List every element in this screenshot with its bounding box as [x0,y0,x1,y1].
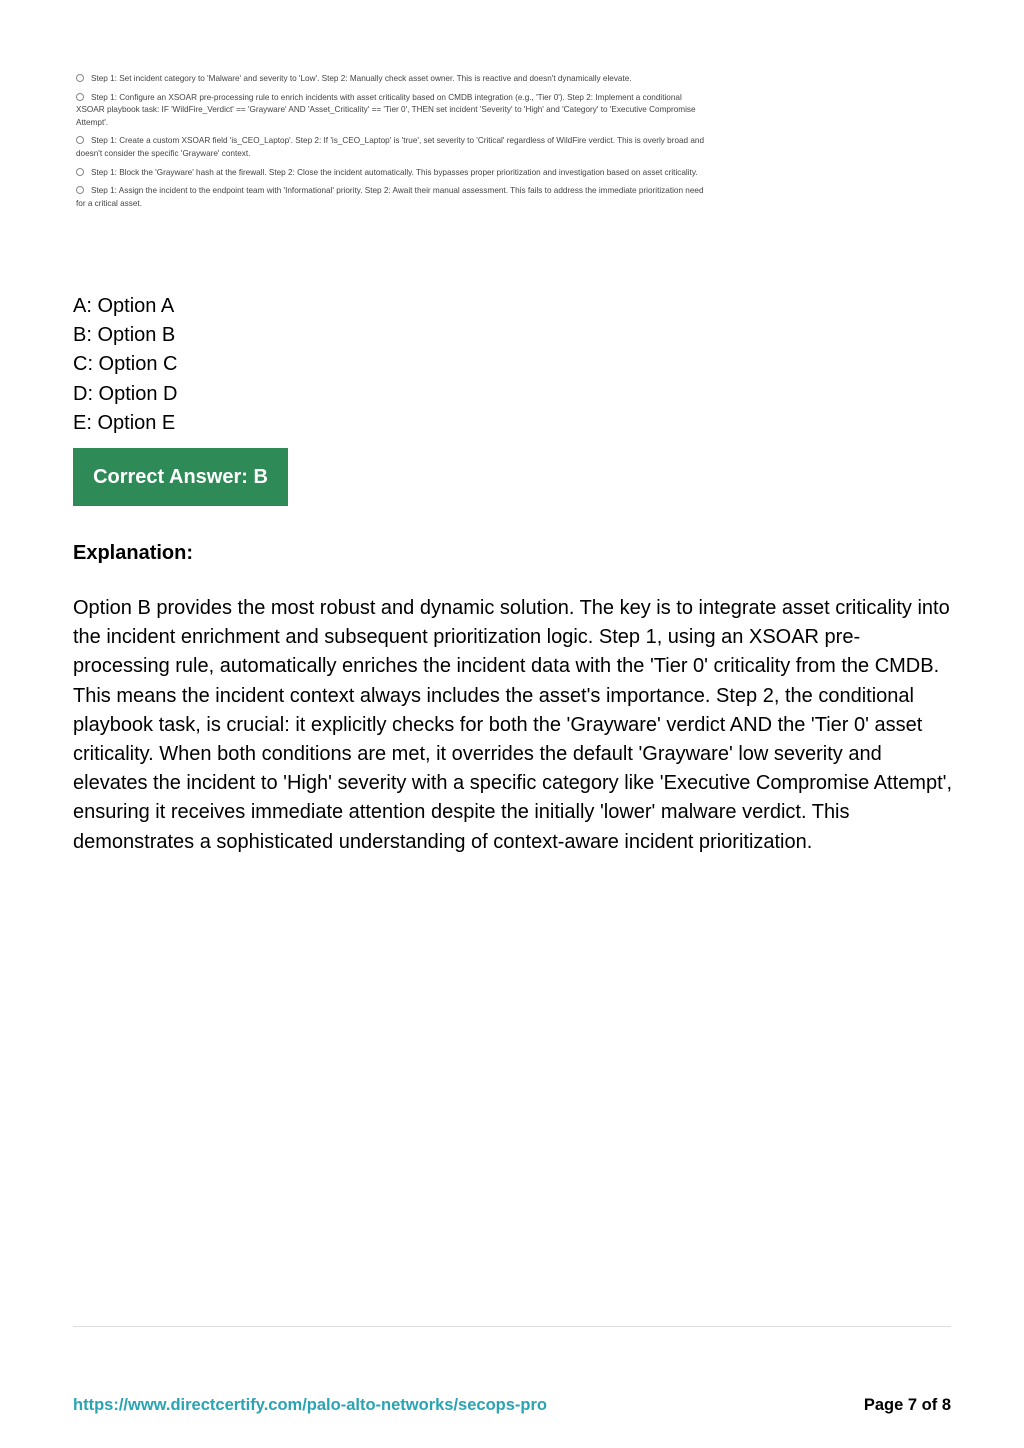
option-item [76,185,711,210]
option-text: Step 1: Configure an XSOAR pre-processing rule to enrich incidents with asset criticality based on CMDB integration (e.g., 'Tier 0'). Step 2: Implement a conditional XSOAR playbook task: IF 'WildFire_Verdict' == 'Grayware' AND 'Asset_Criticality' == 'Tier 0', THEN set incident 'Severity' to 'High' and 'Category' to 'Executive Compromise Attempt'. [76,92,696,127]
page-number: Page 7 of 8 [863,1396,951,1414]
answer-a: A: Option A [73,295,175,317]
option-item [76,167,711,180]
correct-answer-badge: Correct Answer: B [73,448,288,506]
answer-d: D: Option D [73,382,178,405]
explanation-body: Option B provides the most robust and dynamic solution. The key is to integrate asset criticality into the incident enrichment and subsequent prioritization logic. Step 1, using an XSOAR pre-processing rule, automatically enriches the incident data with the 'Tier 0' criticality from the CMDB. This means the incident context always includes the asset's importance. Step 2, the conditional playbook task, is crucial: it explicitly checks for both the 'Grayware' verdict AND the 'Tier 0' asset criticality. When both conditions are met, it overrides the default 'Grayware' low severity and elevates the incident to 'High' severity with a specific category like 'Executive Compromise Attempt', ensuring it receives immediate attention despite the initially 'lower' malware verdict. This demonstrates a sophisticated understanding of context-aware incident prioritization. [73,597,952,853]
radio-icon [76,168,84,176]
explanation-title: Explanation: [73,542,194,564]
radio-icon [76,186,84,194]
option-item [76,92,711,130]
option-text: Step 1: Block the 'Grayware' hash at the firewall. Step 2: Close the incident automatically. This bypasses proper prioritization and investigation based on asset criticality. [91,167,698,177]
option-text: Step 1: Assign the incident to the endpoint team with 'Informational' priority. Step 2: Await their manual assessment. This fails to address the immediate prioritization need for a critical asset. [76,186,704,208]
options-image [76,73,711,216]
footer-divider [73,1326,951,1327]
option-item [76,135,711,160]
answer-e: E: Option E [73,411,176,434]
answer-c: C: Option C [73,353,178,376]
option-text: Step 1: Set incident category to 'Malware' and severity to 'Low'. Step 2: Manually check asset owner. This is reactive and doesn't dynamically elevate. [91,74,632,83]
footer-link[interactable]: https://www.directcertify.com/palo-alto-networks/secops-pro [73,1396,547,1414]
radio-icon [76,93,84,101]
option-text: Step 1: Create a custom XSOAR field 'is_CEO_Laptop'. Step 2: If 'is_CEO_Laptop' is 'true', set severity to 'Critical' regardless of WildFire verdict. This is overly broad and doesn't consider the specific 'Grayware' context. [76,136,705,158]
answer-b: B: Option B [73,324,176,347]
answer-list [73,292,177,438]
radio-icon [76,74,84,82]
radio-icon [76,136,84,144]
option-item [76,73,711,86]
